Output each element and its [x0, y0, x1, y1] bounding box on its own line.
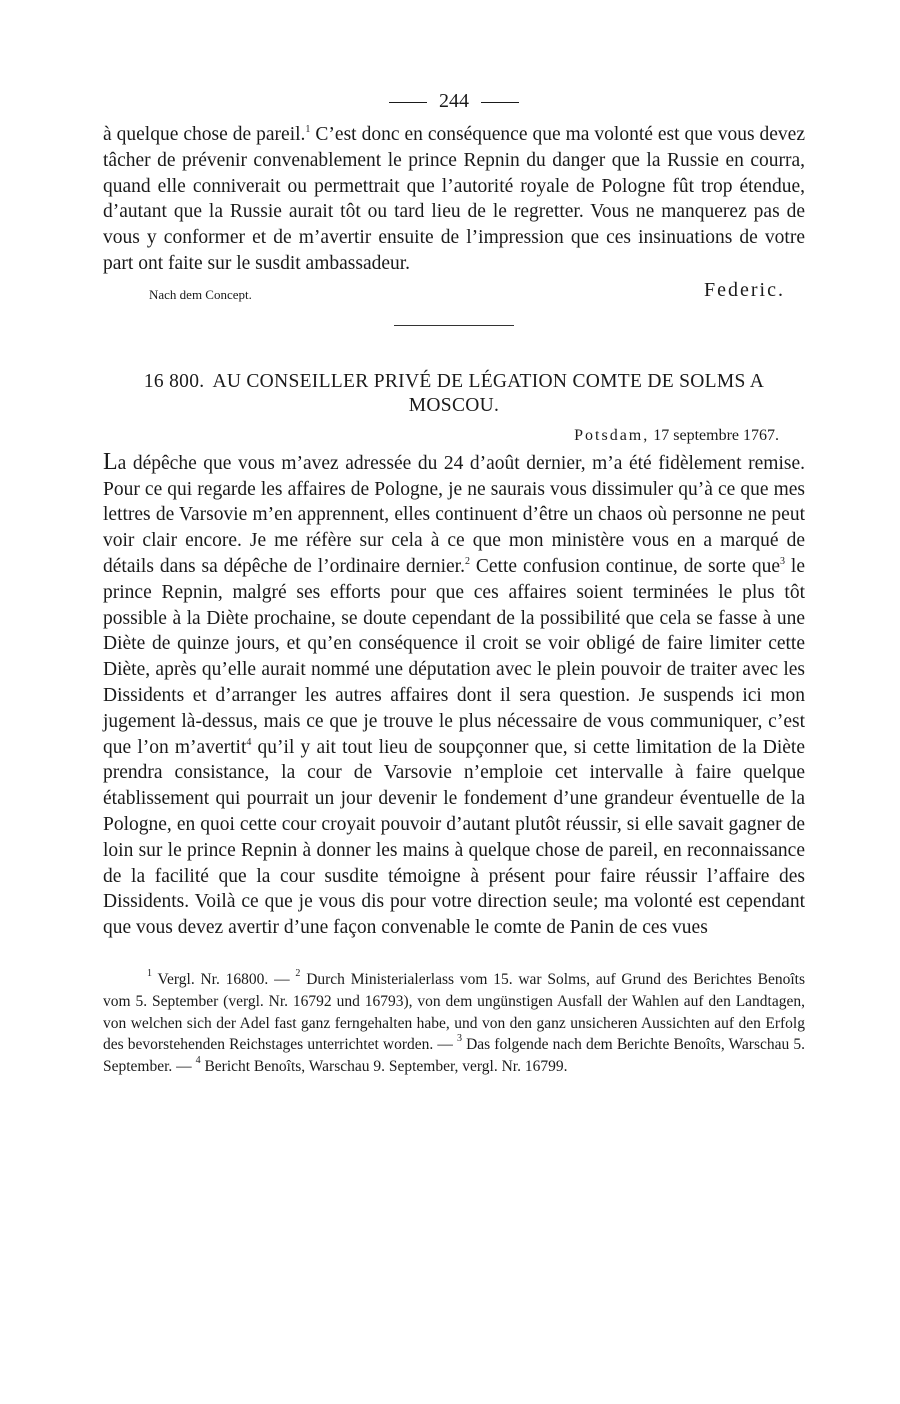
footnote-ref-1[interactable]: 1	[305, 124, 311, 135]
footnote-ref-4[interactable]: 4	[246, 736, 252, 748]
footnotes	[103, 969, 805, 1078]
footnote-1: Vergl. Nr. 16800. —	[152, 970, 296, 988]
letter-body-part-4: qu’il y ait tout lieu de soupçonner que, si cette limitation de la Diète prendra consistance, la cour de Varsovie n’emploie cet intervalle à faire quelque établissement qui pourrait un jour devenir le fondement d’une grandeur éventuelle de la Pologne, en quoi cette cour croyait pouvoir d’autant plutôt réussir, si elle savait gagner de loin sur le prince Repnin à donner les mains à quelque chose de pareil, en reconnaissance de la facilité que la cour susdite témoigne à présent pour faire réussir l’affaire des Dissidents. Voilà ce que je vous dis pour votre direction seule; ma volonté est cependant que vous devez avertir d’une façon convenable le comte de Panin de ces vues	[103, 736, 805, 939]
continuation-text-rest: C’est donc en conséquence que ma volonté est que vous devez tâcher de prévenir convenablement le prince Repnin du danger que la Russie en courra, quand elle conniverait ou permettrait que l’autorité royale de Pologne fût trop étendue, d’autant que la Russie aurait tôt ou tard lieu de le regretter. Vous ne manquerez pas de vous y conformer et de m’avertir ensuite de l’impression que ces insinuations de votre part ont faite sur le susdit ambassadeur.	[103, 124, 805, 274]
continuation-paragraph	[103, 122, 805, 277]
footnote-text	[103, 969, 805, 1078]
letter-body-part-1: a dépêche que vous m’avez adressée du 24 d’août dernier, m’a été fidèlement remise. Pour ce qui regarde les affaires de Pologne, je ne saurais vous dissimuler qu’à ce que mes lettres de Varsovie m’en apprennent, elles continuent d’être un chaos où personne ne peut voir clair encore. Je me réfère sur cela à ce que mon ministère vous en a marqué de détails dans sa dépêche de l’ordinaire dernier.	[103, 452, 805, 577]
letter-dateline	[103, 424, 779, 448]
footnote-marker-1: 1	[147, 967, 152, 979]
signature: Federic.	[704, 278, 785, 301]
page-header	[103, 86, 805, 116]
footnote-marker-4: 4	[195, 1055, 201, 1067]
letter-heading	[103, 370, 805, 418]
letter-number: 16 800.	[143, 370, 205, 392]
letter-body-part-2: Cette confusion continue, de sorte que	[469, 555, 780, 577]
page-number: 244	[439, 90, 469, 112]
letter-body	[103, 450, 805, 941]
document-page	[103, 86, 805, 1078]
header-rule-right	[481, 102, 519, 103]
continuation-text: à quelque chose de pareil.	[103, 124, 306, 145]
letter-title: AU CONSEILLER PRIVÉ DE LÉGATION COMTE DE SOLMS A MOSCOU.	[212, 370, 765, 416]
letter-place: Potsdam,	[574, 426, 650, 444]
footnote-3: Das folgende nach dem Berichte Benoîts, Warschau 5. September. —	[103, 1036, 805, 1076]
footnote-marker-3: 3	[456, 1033, 462, 1045]
footnote-marker-2: 2	[295, 967, 301, 979]
header-rule-left	[389, 102, 427, 103]
letter-date: 17 septembre 1767.	[653, 426, 779, 444]
footnote-4: Bericht Benoîts, Warschau 9. September, vergl. Nr. 16799.	[200, 1058, 568, 1076]
source-note: Nach dem Concept.	[149, 286, 252, 302]
signoff	[103, 279, 805, 307]
footnote-2: Durch Ministerialerlass vom 15. war Solms, auf Grund des Berichtes Benoîts vom 5. September (vergl. Nr. 16792 und 16793), von dem ungünstigen Ausfall der Wahlen auf den Landtagen, von welchen sich der Adel fast ganz ferngehalten habe, und von den ganz unsicheren Aussichten auf den Erfolg des bevorstehenden Reichstages unterrichtet worden. —	[103, 970, 805, 1054]
section-divider	[394, 325, 514, 326]
footnote-ref-3[interactable]: 3	[780, 555, 785, 567]
footnote-ref-2[interactable]: 2	[464, 555, 470, 567]
letter-body-part-3: le prince Repnin, malgré ses efforts pour que ces affaires soient terminées le plus tôt possible à la Diète prochaine, se doute cependant de la possibilité que cela se fasse à une Diète de quinze jours, et qu’en conséquence il croit se voir obligé de faire limiter cette Diète, après qu’elle aurait nommé une députation avec le plein pouvoir de traiter avec les Dissidents et d’arranger les autres affaires dont il sera question. Je suspends ici mon jugement là-dessus, mais ce que je trouve le plus nécessaire de vous communiquer, c’est que l’on m’avertit	[103, 555, 805, 758]
drop-initial: L	[103, 448, 118, 475]
